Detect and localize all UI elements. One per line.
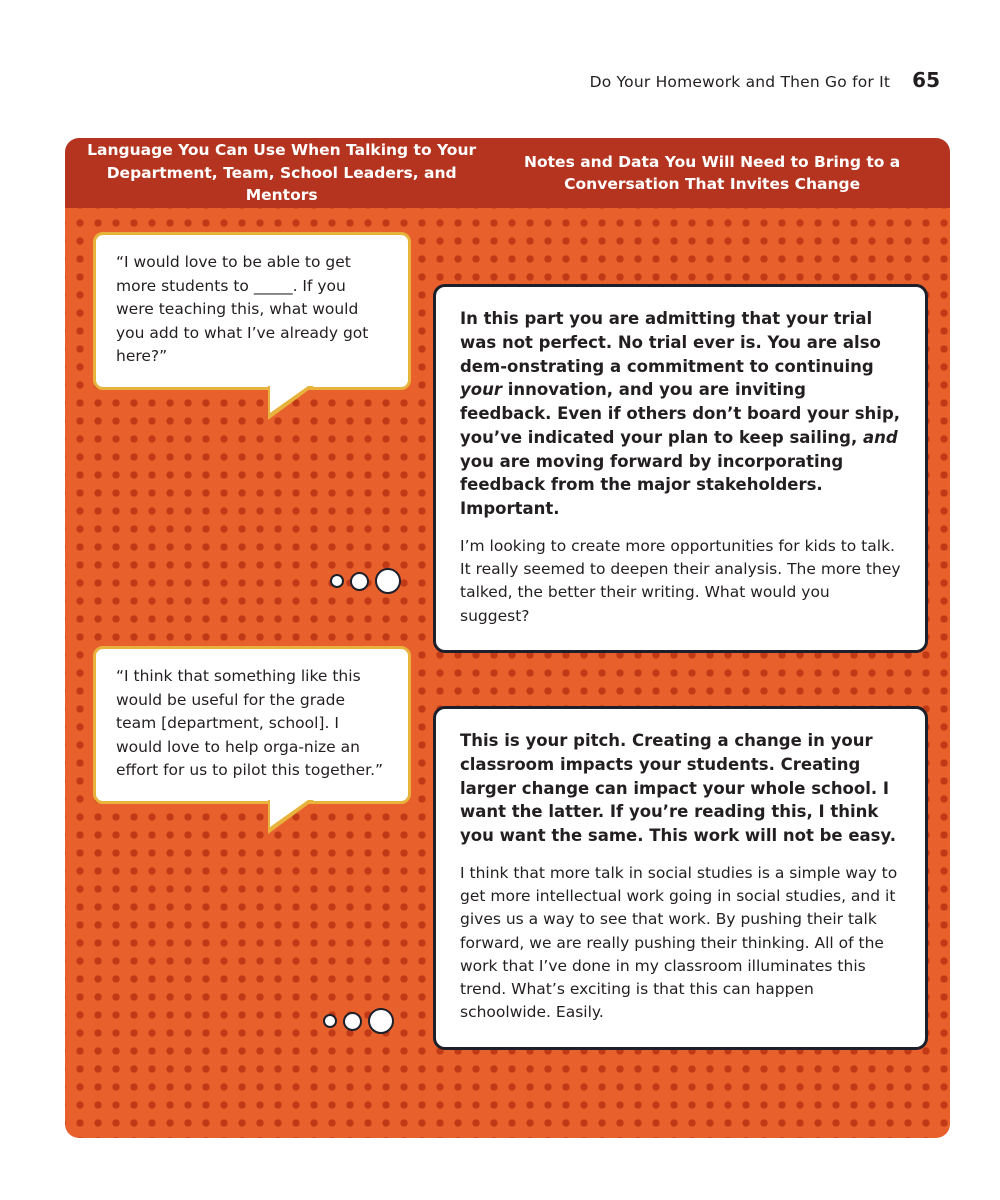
note-card-2-commentary: This is your pitch. Creating a change in your classroom impacts your students. Creating larger change can impact your whole school. I want the latter. If you’re reading this, I think you want the same. This work will not be easy.	[460, 731, 896, 845]
note-1-commentary-emphasis-2: and	[862, 427, 898, 447]
speech-bubble-1-trailing-dots	[330, 568, 401, 594]
speech-bubble-1-tail-fill	[270, 386, 308, 413]
trailing-dot-large	[375, 568, 401, 594]
figure-table	[65, 138, 950, 1138]
note-1-commentary-pre: In this part you are admitting that your trial was not perfect. No trial ever is. You are also dem-onstrating a commitment to continuing	[460, 309, 881, 376]
page-number: 65	[912, 68, 940, 92]
note-1-commentary-post: you are moving forward by incorporating feedback from the major stakeholders. Important.	[460, 451, 844, 518]
speech-bubble-1-text: “I would love to be able to get more students to _____. If you were teaching this, what would you add to what I’ve already got here?”	[116, 253, 369, 366]
note-card-2	[433, 706, 928, 1050]
running-head-title: Do Your Homework and Then Go for It	[589, 73, 891, 91]
note-card-1-example: I’m looking to create more opportunities for kids to talk. It really seemed to deepen their analysis. The more they talked, the better their writing. What would you suggest?	[460, 536, 901, 625]
running-head	[590, 68, 940, 92]
trailing-dot-medium	[343, 1012, 362, 1031]
trailing-dot-small	[323, 1014, 337, 1028]
note-card-2-example: I think that more talk in social studies is a simple way to get more intellectual work going in social studies, and it gives us a way to see that work. By pushing their talk forward, we are really pushing their thinking. All of the work that I’ve done in my classroom illuminates this trend. What’s exciting is that this can happen schoolwide. Easily.	[460, 863, 898, 1022]
speech-bubble-1	[93, 232, 411, 390]
dotted-orange-panel	[65, 208, 950, 1138]
figure-header-bar	[65, 138, 950, 208]
speech-bubble-2-trailing-dots	[323, 1008, 394, 1034]
note-card-1	[433, 284, 928, 653]
speech-bubble-2-tail-fill	[270, 800, 308, 827]
header-column-language: Language You Can Use When Talking to Your Department, Team, School Leaders, and Mentors	[87, 141, 477, 205]
trailing-dot-medium	[350, 572, 369, 591]
speech-bubble-2	[93, 646, 411, 804]
note-1-commentary-mid: innovation, and you are inviting feedback. Even if others don’t board your ship, you’ve indicated your plan to keep sailing,	[460, 380, 901, 447]
speech-bubble-2-text: “I think that something like this would be useful for the grade team [department, school]. I would love to help orga-nize an effort for us to pilot this together.”	[116, 667, 384, 780]
note-card-1-commentary	[460, 307, 901, 521]
trailing-dot-small	[330, 574, 344, 588]
note-1-commentary-emphasis-1: your	[460, 380, 502, 400]
trailing-dot-large	[368, 1008, 394, 1034]
header-column-notes: Notes and Data You Will Need to Bring to a Conversation That Invites Change	[524, 152, 901, 193]
